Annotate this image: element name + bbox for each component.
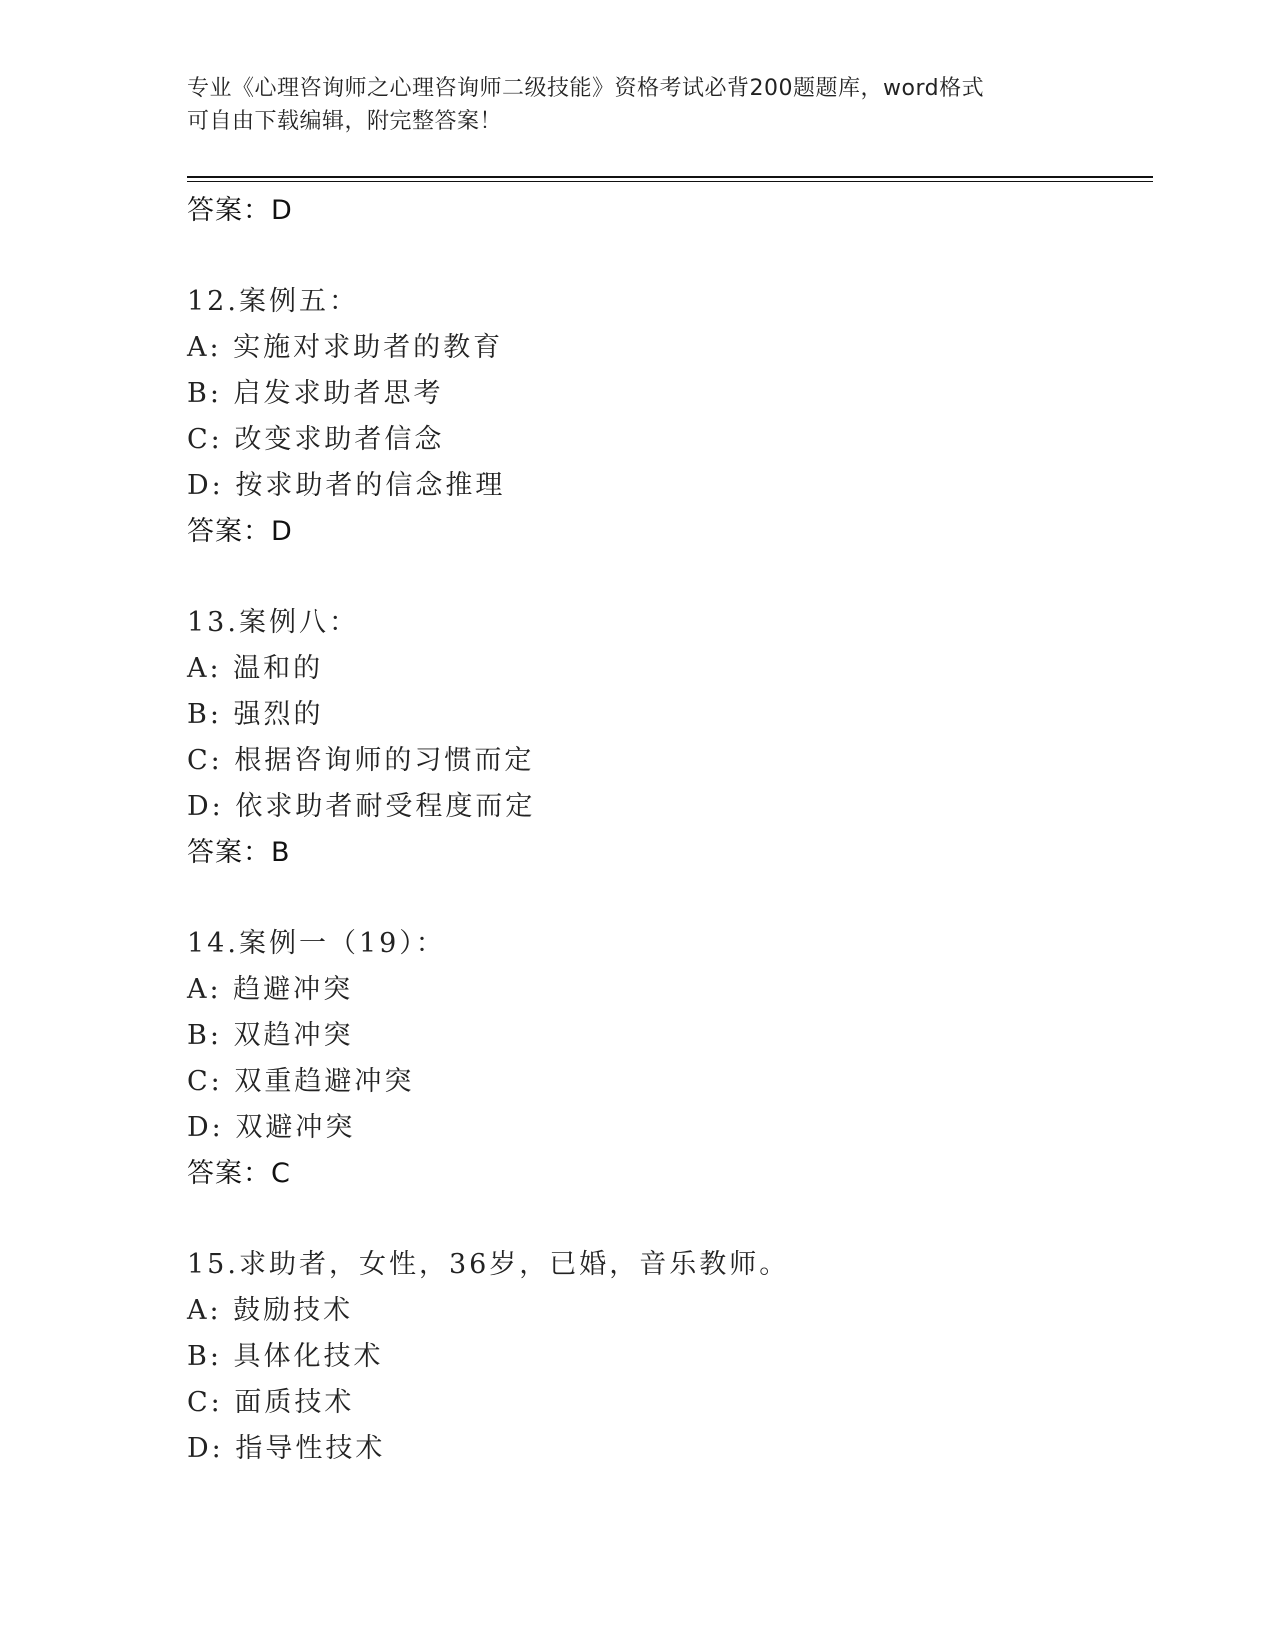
- option-b: B: 双趋冲突: [187, 1020, 354, 1051]
- option-c: C: 改变求助者信念: [187, 424, 445, 455]
- option-a: A: 温和的: [187, 653, 324, 684]
- option-a: A: 鼓励技术: [187, 1295, 354, 1326]
- answer-line: 答案：C: [187, 1158, 291, 1189]
- question-stem: 15.求助者，女性，36岁，已婚，音乐教师。: [187, 1249, 790, 1280]
- question-block: [187, 600, 1147, 876]
- header-line-2: 可自由下载编辑，附完整答案！: [187, 109, 503, 134]
- answer-line: 答案：D: [187, 516, 293, 547]
- header-divider-thick: [187, 176, 1153, 178]
- answer-line: 答案：B: [187, 837, 291, 868]
- option-b: B: 具体化技术: [187, 1341, 384, 1372]
- header-divider-thin: [187, 181, 1153, 182]
- option-d: D: 依求助者耐受程度而定: [187, 791, 536, 822]
- option-b: B: 启发求助者思考: [187, 378, 444, 409]
- option-c: C: 根据咨询师的习惯而定: [187, 745, 535, 776]
- question-stem: 13.案例八：: [187, 607, 359, 638]
- option-a: A: 趋避冲突: [187, 974, 354, 1005]
- option-d: D: 双避冲突: [187, 1112, 356, 1143]
- option-c: C: 双重趋避冲突: [187, 1066, 415, 1097]
- answer-line: 答案：D: [187, 195, 293, 226]
- question-block: [187, 1242, 1147, 1472]
- header-line-1: 专业《心理咨询师之心理咨询师二级技能》资格考试必背200题题库，word格式: [187, 76, 985, 101]
- option-d: D: 按求助者的信念推理: [187, 470, 506, 501]
- page-header: [187, 72, 1067, 138]
- question-block: [187, 279, 1147, 555]
- question-stem: 12.案例五：: [187, 286, 359, 317]
- question-stem: 14.案例一（19）：: [187, 928, 446, 959]
- question-block: [187, 921, 1147, 1197]
- option-d: D: 指导性技术: [187, 1433, 386, 1464]
- option-a: A: 实施对求助者的教育: [187, 332, 504, 363]
- question-list: [187, 188, 1147, 1472]
- option-b: B: 强烈的: [187, 699, 324, 730]
- option-c: C: 面质技术: [187, 1387, 355, 1418]
